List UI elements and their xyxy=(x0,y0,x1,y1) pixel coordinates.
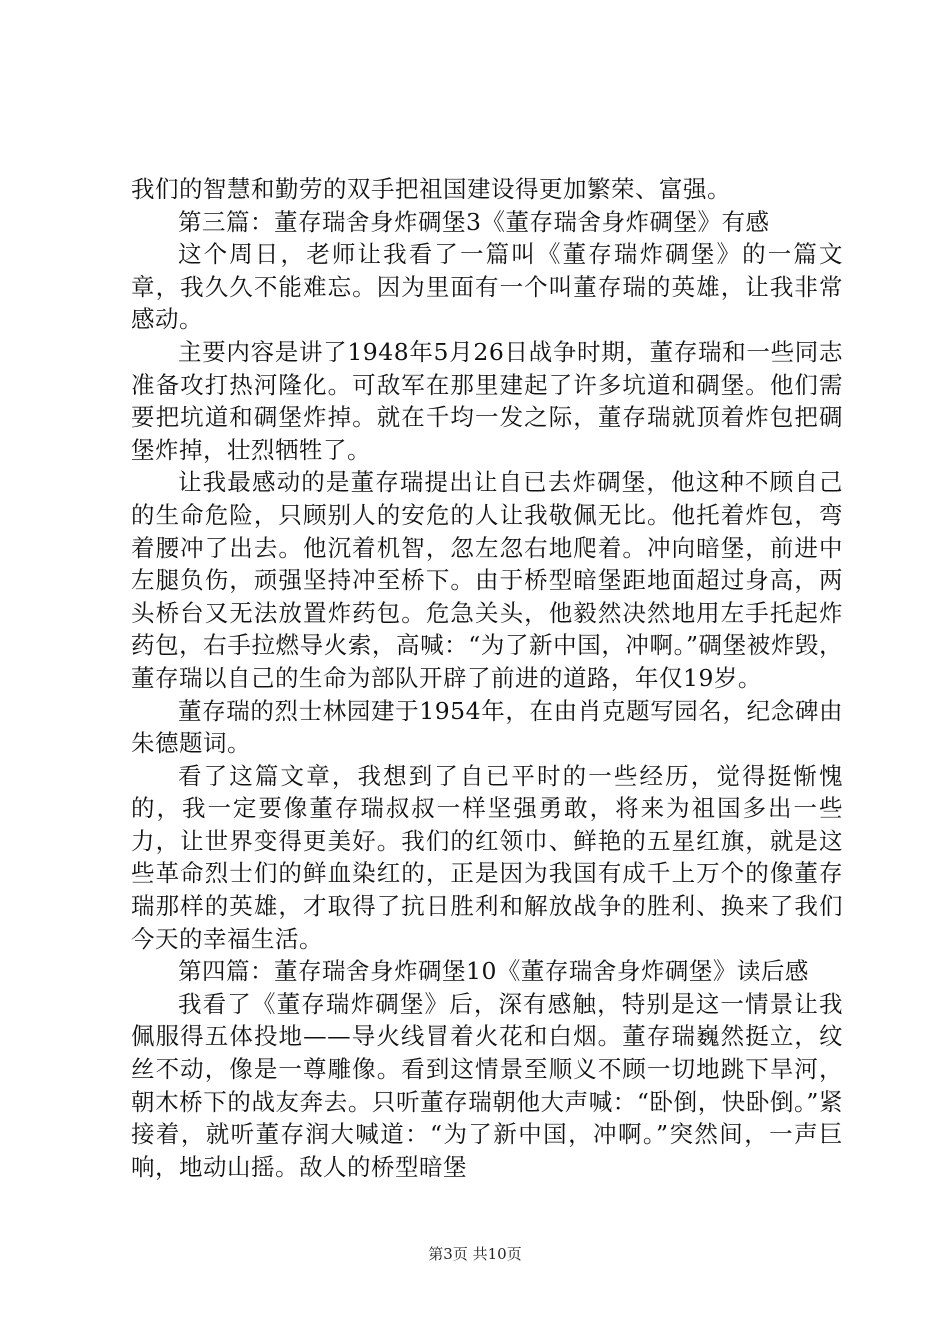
paragraph-5: 让我最感动的是董存瑞提出让自已去炸碉堡，他这种不顾自己的生命危险，只顾别人的安危的人让我敬佩无比。他托着炸包，弯着腰冲了出去。他沉着机智，忽左忽右地爬着。冲向暗堡，前进中左腿负伤，顽强坚持冲至桥下。由于桥型暗堡距地面超过身高，两头桥台又无法放置炸药包。危急关头，他毅然决然地用左手托起炸药包，右手拉燃导火索，高喊：“为了新中国，冲啊。”碉堡被炸毁，董存瑞以自己的生命为部队开辟了前进的道路，年仅19岁。 xyxy=(131,468,843,692)
paragraph-7: 看了这篇文章，我想到了自已平时的一些经历，觉得挺惭愧的，我一定要像董存瑞叔叔一样坚强勇敢，将来为祖国多出一些力，让世界变得更美好。我们的红领巾、鲜艳的五星红旗，就是这些革命烈士们的鲜血染红的，正是因为我国有成千上万个的像董存瑞那样的英雄，才取得了抗日胜利和解放战争的胜利、换来了我们今天的幸福生活。 xyxy=(131,761,843,953)
document-body xyxy=(131,173,843,1183)
paragraph-6: 董存瑞的烈士林园建于1954年，在由肖克题写园名，纪念碑由朱德题词。 xyxy=(131,696,843,758)
paragraph-heading-part-3: 第三篇：董存瑞舍身炸碉堡3《董存瑞舍身炸碉堡》有感 xyxy=(178,207,770,236)
page-footer: 第3页 共10页 xyxy=(428,1245,522,1263)
paragraph-9: 我看了《董存瑞炸碉堡》后，深有感触，特别是这一情景让我佩服得五体投地——导火线冒着火花和白烟。董存瑞巍然挺立，纹丝不动，像是一尊雕像。看到这情景至顺义不顾一切地跳下旱河，朝木桥下的战友奔去。只听董存瑞朝他大声喊：“卧倒，快卧倒。”紧接着，就听董存润大喊道：“为了新中国，冲啊。”突然间，一声巨响，地动山摇。敌人的桥型暗堡 xyxy=(131,989,843,1181)
paragraph-3: 这个周日，老师让我看了一篇叫《董存瑞炸碉堡》的一篇文章，我久久不能难忘。因为里面有一个叫董存瑞的英雄，让我非常感动。 xyxy=(131,240,843,334)
paragraph-1: 我们的智慧和勤劳的双手把祖国建设得更加繁荣、富强。 xyxy=(131,175,731,203)
paragraph-4: 主要内容是讲了1948年5月26日战争时期，董存瑞和一些同志准备攻打热河隆化。可敌军在那里建起了许多坑道和碉堡。他们需要把坑道和碉堡炸掉。就在千均一发之际，董存瑞就顶着炸包把碉堡炸掉，壮烈牺牲了。 xyxy=(131,337,843,464)
paragraph-heading-part-4: 第四篇：董存瑞舍身炸碉堡10《董存瑞舍身炸碉堡》读后感 xyxy=(178,957,809,986)
